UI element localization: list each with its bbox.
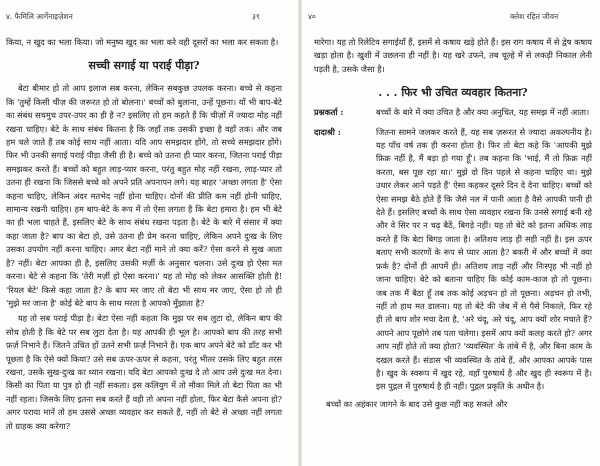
question-block bbox=[314, 106, 592, 119]
question-text: बच्चों के बारे में क्या उचित है और क्या अनुचित, यह समझ में नहीं आता। bbox=[376, 107, 590, 118]
right-page-body bbox=[314, 36, 592, 413]
answer-text: जितना सामने जलकर करते हैं, यह सब ज़रूरत से ज्यादा अकल्पनीय है। यह पाँच वर्ष तक ही करना होता है। फिर तो बेटा कहे कि 'आपकी मुझे फ़िक्र नहीं है, मैं बड़ा हो गया हूँ'। तब कहना कि 'भाई, मैं तो फ़िक्र नहीं करता, बस पूछ रहा था।' मुझे दो दिन पहले से कहना चाहिए था। मुझे उधार लेकर आने पड़ते हैं' ऐसा कहकर दूसरे दिन दे देना चाहिए। बच्चों को ऐसा समझ बैठे होते हैं कि जैसे नल में पानी आता है वैसे आपकी पानी ही देते हैं। इसलिए बच्चों के साथ ऐसा व्यवहार रखना कि उनसे सगाई बनी रहे और वे सिर पर न चढ़ बैठें, बिगड़े नहीं। यह तो बेटे को इतना अधिक लाड़ करते हैं कि बेटा बिगड़ जाता है। अतिशय लाड़ ही सही नहीं है। इस ऊपर बताए सभी कारणों के रूप से प्यार आता है? बकरी में और बच्चों में क्या फ़र्क है? दोनों ही आपमें ही। अतिशय लाड़ नहीं और निःस्पृह भी नहीं हो जाना चाहिए। बेटे को बताना चाहिए कि कोई काम-काज हो तो पूछना। जब तक मैं बैठा हूँ तब तक कोई अड़चन हो तो पूछना। अड़चन हो तभी, नहीं तो हाथ मत डालना। यह तो बेटे की जेब में से पैसे निकाले, फिर रहे ही तो बाप शोर मचा देता है, 'अरे चंदू, अरे चंदू, आप क्यों शोर मचाते हैं? आपने आप पूछोगे तब पता चलेगा। इसमें आप क्यों कलह करते हो? अगर आप नहीं होते तो क्या होता? 'व्यवस्थित' के तांबे में है, और बिना काम के दखल करते हैं। संडास भी व्यवस्थित के तांबे हैं, और आपका आपके पास है। खुद के स्वरूप में खुद रहे, वहाँ पुरुषार्थ है और खुद ही स्वरूप में है। इस पुद्गल में पुरुषार्थ है ही नहीं। पुद्गल प्रकृति के अधीन है। bbox=[376, 126, 592, 392]
right-page bbox=[300, 0, 600, 466]
questioner-label: प्रश्नकर्ता : bbox=[314, 107, 344, 118]
left-page-body bbox=[6, 36, 282, 435]
left-intro-paragraph: किया, न खुद का भला किया। जो मनुष्य खुद का भला करे वही दूसरों का भला कर सकता है। bbox=[6, 37, 279, 47]
left-paragraph-1: बेटा बीमार हो तो आप इलाज सब करना, लेकिन सबकुछ उपलक करना। बच्चे से कहना कि 'तुम्हें किसी चीज़ की जरूरत हो तो बोलना।' बच्चों को बुलाना, उन्हें पूछना। यों भी बाप-बेटे का संबंध सचमुच उपर-उपर का ही है न? इसलिए तो हम कहते हैं कि चीज़ों में ज्यादा मोह नहीं रखना चाहिए। बेटे के साथ संबंध कितना है कि जहाँ तक उसकी इच्छा है वहाँ तक। और जब हम चले जाते हैं तब कोई साथ नहीं आता। यदि आप समझदार होंगे, तो सच्चे समझदार होंगे। फिर भी उनकी सगाई पराई पीड़ा जैसी ही है। बच्चे को उतना ही प्यार करना, जितना पराई पीड़ा समझकर करते हैं। बच्चों को बहुत लाड़-प्यार करना, परंतु बहुत मोह नहीं रखना, लाड़-प्यार तो उतना ही रखना कि जिससे बच्चे को अपने प्रति अपनापन लगे। यह बाहर 'अच्छा लगता है' ऐसा कहना चाहिए, लेकिन अंदर मतभेद नहीं होना चाहिए। दोनों की प्रीति कम नहीं होनी चाहिए, सामान्य रखनी चाहिए। हम बाप-बेटे के रूप में तो ऐसा लगता है कि बेटा हमारा है। हम भी बेटे का ही भला चाहते हैं, इसलिए बेटे के साथ संबंध रखना पड़ता है। बेटे के बारे में संसार में क्या कहा जाता है? बाप का बेटा हो, उसे उतना ही प्रेम करना चाहिए, लेकिन अपने दुःख के लिए उसका उपयोग नहीं करना चाहिए। अगर बेटा नहीं माने तो क्या करें? ऐसा करने से सुख आता है? नहीं। बेटा आपका ही है, इसलिए उसकी मर्ज़ी के अनुसार चलना। उसे दुःख हो ऐसा मत करना। बेटे से कहना कि 'तेरी मर्ज़ी हो ऐसा करना।' यह तो मोह को लेकर आसक्ति होती है! 'रियल बेटे' किसे कहा जाता है? के बाप मर जाए तो बेटा भी साथ मर जाए, ऐसा हो तो ही 'मुझे मर जाना है' कोई बेटे बाप के साथ मरता है आपको मुँझाता है? bbox=[6, 83, 282, 308]
answer-block bbox=[314, 126, 592, 394]
left-section-heading: सच्ची सगाई या पराई पीड़ा? bbox=[88, 59, 200, 73]
right-section-heading: . . . फिर भी उचित व्यवहार कितना? bbox=[378, 86, 528, 100]
left-page-number: ३९ bbox=[252, 12, 260, 21]
left-paragraph-2: यह तो सब पराई पीड़ा है। बेटा ऐसा नहीं कहता कि मुझ पर सब लुटा दो, लेकिन बाप की सोच होती है कि बेटे पर सब लुटा देता है। यह आपकी ही भूल है। आपको बाप की तरह सभी फ़र्ज़ निभाने हैं। जितने उचित हों उतने सभी फ़र्ज़ निभाने हैं। एक बाप अपने बेटे को डाँट कर भी पूछता है कि ऐसे क्यों किया? उसे सब ऊपर-ऊपर से कहना, परंतु भीतर उसके लिए बहुत तरस रखना, उसके सुख-दुःख का ध्यान रखना। यदि बेटा आपको दुःख दे तो आप उसे दुःख मत देना। किसी का पिता या पुत्र हो ही नहीं सकता। इस कलियुग में तो मौका मिले तो बेटा पिता का भी नहीं रहता। जिसके लिए इतना सब करते हैं वही तो अपना नहीं होता, फिर बेटा कैसे अपना हो? अगर पराया मानें तो हम उससे अच्छा व्यवहार कर सकते हैं, नहीं तो बेटे से अच्छा नहीं लगता तो ग्राहक क्या करेगा? bbox=[6, 313, 282, 431]
right-intro-paragraph: मारेगा। यह तो रिलेटिव सगाईयाँ हैं, इसमें से कषाय खड़े होते हैं। इस राग कषाय में से द्वेष कषाय खड़ा होता है। खुशी में उछलना ही नहीं है। यह खरे उफने, तब चूल्हे में से लकड़ी निकाल लेनी पड़ती है, उसके जैसा है। bbox=[314, 37, 592, 74]
left-running-title: ४. फैमिलि आर्गेनाइज़ेशन bbox=[6, 12, 73, 21]
right-page-number: ४० bbox=[308, 12, 316, 21]
right-closing-paragraph: बच्चों का अहंकार जागने के बाद उसे कुछ नहीं कह सकते और bbox=[326, 398, 508, 409]
right-running-title: क्लेश रहित जीवन bbox=[510, 12, 559, 21]
answerer-label: दादाश्री : bbox=[314, 126, 341, 137]
